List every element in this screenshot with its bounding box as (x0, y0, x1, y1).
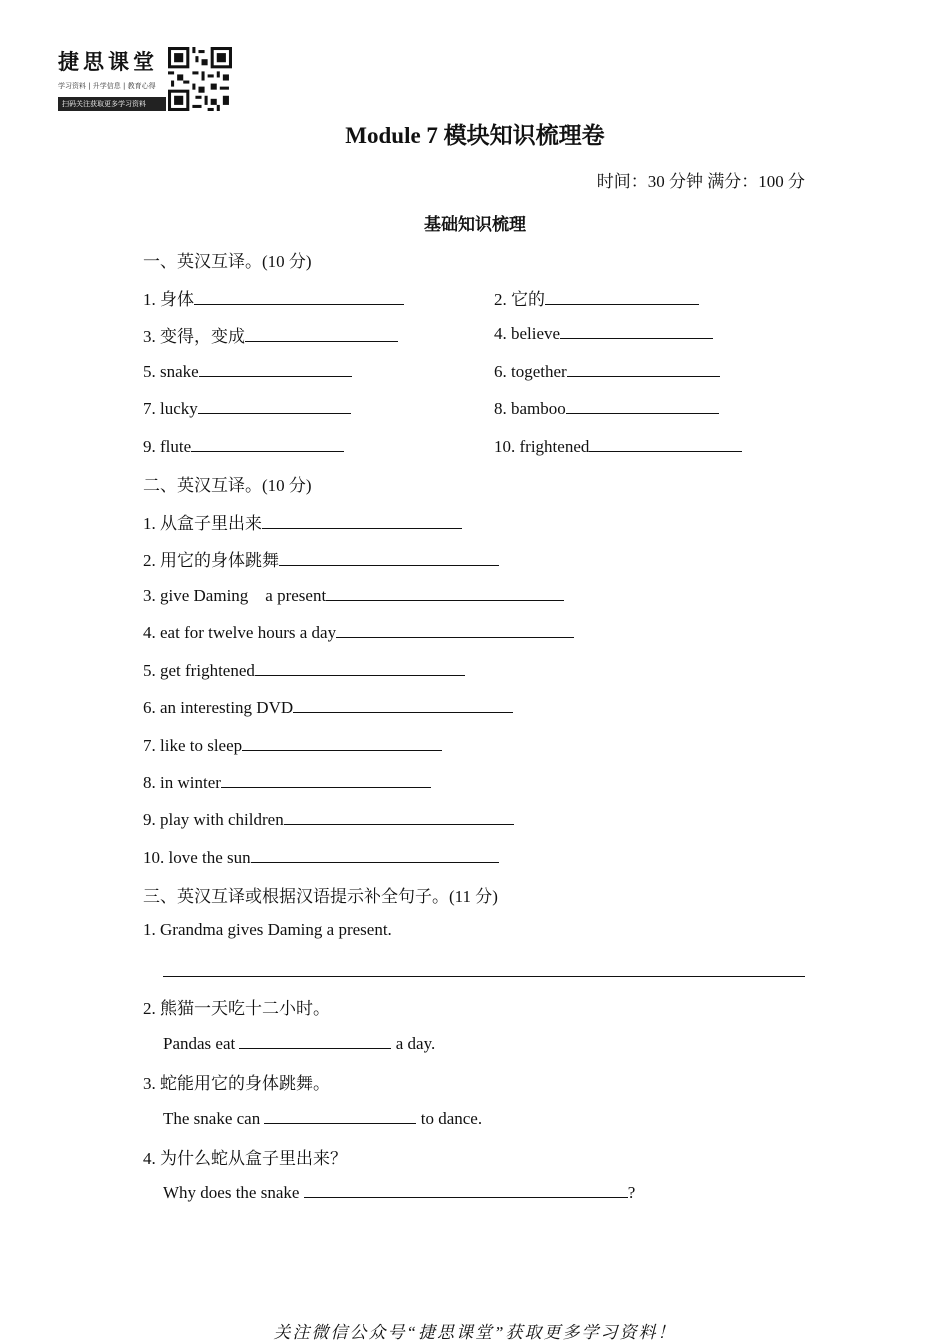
question-2: 2. 熊猫一天吃十二小时。 (143, 999, 330, 1018)
answer-blank[interactable] (589, 435, 742, 452)
list-item: 1. 身体 (143, 285, 404, 310)
answer-blank[interactable] (560, 322, 713, 339)
answer-blank[interactable] (336, 621, 574, 638)
answer-blank[interactable] (264, 1107, 416, 1124)
answer-blank[interactable] (255, 659, 465, 676)
answer-blank[interactable] (304, 1181, 628, 1198)
answer-blank[interactable] (221, 771, 431, 788)
list-item: 7. like to sleep (143, 734, 442, 756)
list-item: 4. believe (494, 322, 713, 344)
section2-heading: 二、英汉互译。(10 分) (143, 476, 312, 495)
answer-blank[interactable] (279, 549, 499, 566)
exam-meta: 时间：30 分钟 满分：100 分 (596, 172, 805, 191)
brand-logo (58, 46, 158, 111)
answer-blank[interactable] (199, 360, 352, 377)
list-item: 4. eat for twelve hours a day (143, 621, 574, 643)
answer-blank[interactable] (239, 1032, 391, 1049)
brand-tags: 学习资料 | 升学信息 | 教育心得 (58, 82, 156, 90)
question-4: 4. 为什么蛇从盒子里出来？ (143, 1149, 347, 1168)
list-item: 7. lucky (143, 397, 351, 419)
list-item: 9. play with children (143, 808, 514, 830)
list-item: 1. 从盒子里出来 (143, 509, 462, 534)
answer-blank[interactable] (242, 734, 442, 751)
answer-blank[interactable] (566, 397, 719, 414)
list-item: 8. in winter (143, 771, 431, 793)
answer-blank[interactable] (293, 696, 513, 713)
list-item: 5. snake (143, 360, 352, 382)
question-3: 3. 蛇能用它的身体跳舞。 (143, 1074, 330, 1093)
list-item: 6. together (494, 360, 720, 382)
answer-blank[interactable] (198, 397, 351, 414)
list-item: 2. 用它的身体跳舞 (143, 546, 499, 571)
list-item: 2. 它的 (494, 285, 699, 310)
answer-blank[interactable] (191, 435, 344, 452)
qr-code-icon (168, 47, 232, 111)
question-1: 1. Grandma gives Daming a present. (143, 920, 392, 939)
section1-heading: 一、英汉互译。(10 分) (143, 252, 312, 271)
brand-name: 捷思课堂 (58, 49, 158, 74)
question-3-answer: The snake can to dance. (163, 1109, 483, 1128)
list-item: 10. love the sun (143, 846, 499, 868)
list-item: 8. bamboo (494, 397, 719, 419)
footer-note: 关注微信公众号“捷思课堂”获取更多学习资料！ (273, 1323, 677, 1342)
list-item: 10. frightened (494, 435, 742, 457)
question-2-answer: Pandas eat a day. (163, 1034, 436, 1053)
list-item: 3. 变得，变成 (143, 322, 398, 347)
answer-blank[interactable] (194, 288, 404, 305)
answer-blank[interactable] (567, 360, 720, 377)
answer-line[interactable] (163, 976, 805, 977)
section-subtitle: 基础知识梳理 (424, 215, 526, 235)
answer-blank[interactable] (251, 846, 499, 863)
question-4-answer: Why does the snake ? (163, 1183, 636, 1202)
list-item: 9. flute (143, 435, 344, 457)
answer-blank[interactable] (262, 512, 462, 529)
brand-bar: 扫码关注获取更多学习资料 (58, 97, 166, 111)
page-title: Module 7 模块知识梳理卷 (345, 123, 605, 148)
section3-heading: 三、英汉互译或根据汉语提示补全句子。(11 分) (143, 887, 498, 906)
answer-blank[interactable] (326, 584, 564, 601)
answer-blank[interactable] (284, 808, 514, 825)
list-item: 6. an interesting DVD (143, 696, 513, 718)
list-item: 3. give Daming a present (143, 584, 564, 606)
answer-blank[interactable] (545, 288, 699, 305)
list-item: 5. get frightened (143, 659, 465, 681)
answer-blank[interactable] (245, 325, 398, 342)
